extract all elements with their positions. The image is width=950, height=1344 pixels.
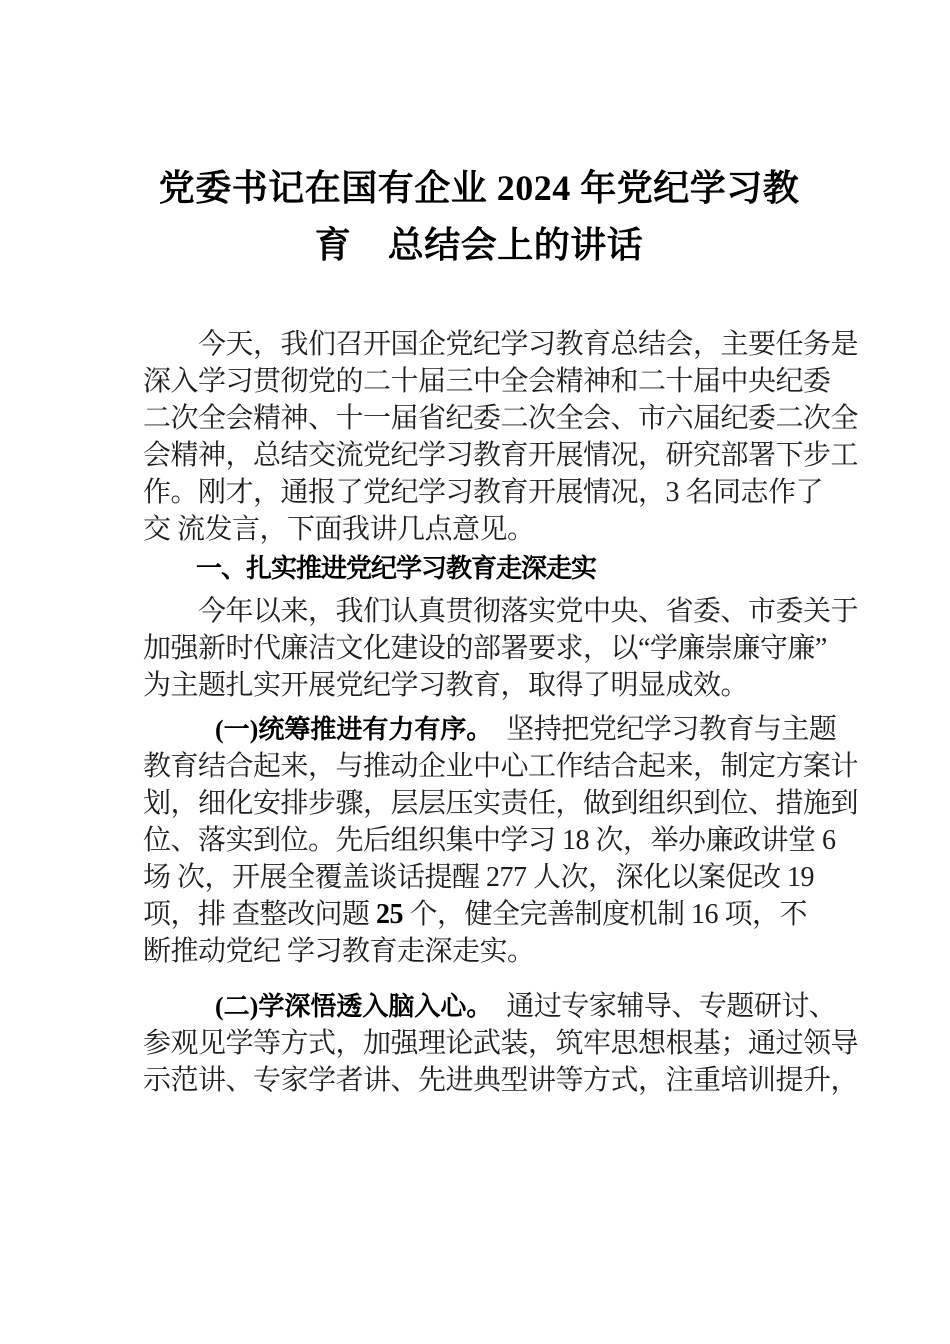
text-run: 通过专家辅导、专题研讨、 bbox=[506, 991, 837, 1022]
title-line-1: 党委书记在国有企业 2024 年党纪学习教 bbox=[158, 168, 800, 208]
text-line: 二次全会精神、十一届省纪委二次全会、市六届纪委二次全 bbox=[143, 403, 859, 434]
text-line: 场 次，开展全覆盖谈话提醒 277 人次，深化以案促改 19 bbox=[143, 862, 815, 893]
bold-number: 25 bbox=[376, 899, 404, 930]
text-line bbox=[143, 711, 837, 748]
title-line-2: 育 总结会上的讲话 bbox=[314, 225, 644, 265]
text-line: 会精神，总结交流党纪学习教育开展情况，研究部署下步工 bbox=[143, 440, 859, 471]
text-run: 坚持把党纪学习教育与主题 bbox=[506, 714, 837, 745]
subsection-1-paragraph bbox=[143, 711, 859, 970]
text-line: 作。刚才，通报了党纪学习教育开展情况，3 名同志作了 bbox=[143, 477, 824, 508]
subsection-2-lead: (二)学深悟透入脑入心。 bbox=[215, 992, 493, 1021]
text-line: 交 流发言，下面我讲几点意见。 bbox=[143, 514, 535, 545]
text-line bbox=[143, 896, 815, 933]
text-line: 加强新时代廉洁文化建设的部署要求，以“学廉崇廉守廉” bbox=[143, 633, 827, 664]
text-line: 为主题扎实开展党纪学习教育，取得了明显成效。 bbox=[143, 670, 749, 701]
text-line: 参观见学等方式，加强理论武装，筑牢思想根基；通过领导 bbox=[143, 1028, 859, 1059]
subsection-2-paragraph bbox=[143, 988, 859, 1099]
text-line: 今天，我们召开国企党纪学习教育总结会，主要任务是 bbox=[198, 329, 859, 360]
text-line: 深入学习贯彻党的二十届三中全会精神和二十届中央纪委 bbox=[143, 366, 831, 397]
text-line: 断推动党纪 学习教育走深走实。 bbox=[143, 936, 535, 967]
text-run: 项，排 查整改问题 bbox=[143, 899, 377, 930]
section-opening-paragraph bbox=[143, 593, 859, 704]
text-line: 划，细化安排步骤，层层压实责任，做到组织到位、措施到 bbox=[143, 788, 859, 819]
text-line: 教育结合起来，与推动企业中心工作结合起来，制定方案计 bbox=[143, 751, 859, 782]
intro-paragraph bbox=[143, 326, 859, 548]
text-line: 示范讲、专家学者讲、先进典型讲等方式，注重培训提升， bbox=[143, 1065, 859, 1096]
subsection-1-lead: (一)统筹推进有力有序。 bbox=[215, 715, 493, 744]
document-title bbox=[143, 160, 815, 274]
section-heading-1: 一、扎实推进党纪学习教育走深走实 bbox=[196, 553, 597, 583]
text-line: 位、落实到位。先后组织集中学习 18 次，举办廉政讲堂 6 bbox=[143, 825, 836, 856]
text-line bbox=[143, 988, 837, 1025]
text-line: 今年以来，我们认真贯彻落实党中央、省委、市委关于 bbox=[198, 596, 859, 627]
text-run: 个，健全完善制度机制 16 项，不 bbox=[403, 899, 808, 930]
